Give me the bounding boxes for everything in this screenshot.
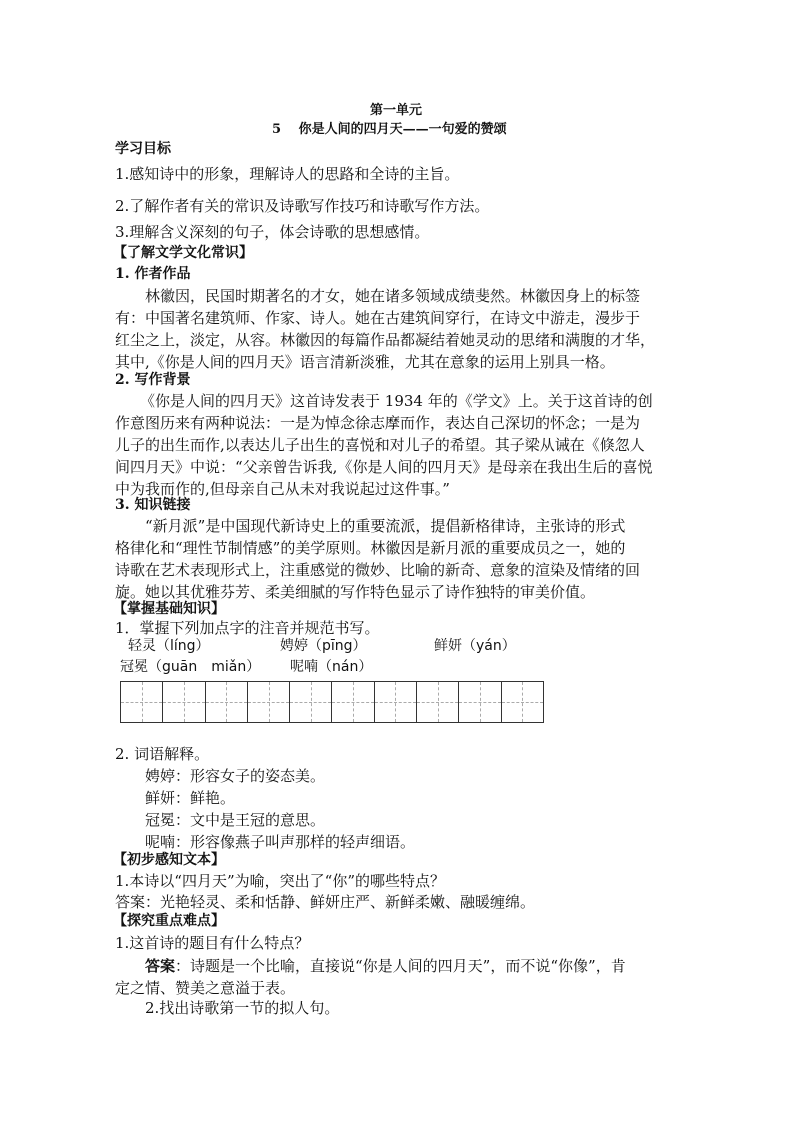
grid-cell[interactable] bbox=[290, 682, 332, 722]
definition: 呢喃：形容像燕子叫声那样的轻声细语。 bbox=[145, 833, 416, 851]
paragraph-line: 红尘之上，淡定，从容。林徽因的每篇作品都凝结着她灵动的思绪和满腹的才华， bbox=[115, 331, 656, 349]
paragraph-line: 儿子的出生而作,以表达儿子出生的喜悦和对儿子的希望。其子梁从诫在《倏忽人 bbox=[115, 436, 645, 454]
pinyin-item: 鲜妍（yán） bbox=[434, 638, 516, 654]
writing-grid[interactable] bbox=[120, 681, 544, 723]
paragraph-line: 林徽因，民国时期著名的才女，她在诸多领域成绩斐然。林徽因身上的标签 bbox=[145, 287, 641, 305]
section-title: 1. 作者作品 bbox=[115, 266, 191, 282]
grid-cell[interactable] bbox=[502, 682, 543, 722]
explore-heading: 【探究重点难点】 bbox=[113, 913, 225, 929]
answer bbox=[145, 956, 626, 976]
question: 2. 词语解释。 bbox=[115, 745, 210, 763]
grid-cell[interactable] bbox=[459, 682, 501, 722]
paragraph-line: 诗歌在艺术表现形式上，注重感觉的微妙、比喻的新奇、意象的渲染及情绪的回 bbox=[115, 561, 641, 579]
pinyin-item: 娉婷（pīng） bbox=[280, 638, 367, 654]
grid-cell[interactable] bbox=[417, 682, 459, 722]
basics-heading: 【掌握基础知识】 bbox=[113, 601, 225, 617]
paragraph-line: 间四月天》中说：“父亲曾告诉我,《你是人间的四月天》是母亲在我出生后的喜悦 bbox=[115, 458, 653, 476]
definition: 娉婷：形容女子的姿态美。 bbox=[145, 767, 326, 785]
paragraph-line: “新月派”是中国现代新诗史上的重要流派，提倡新格律诗，主张诗的形式 bbox=[145, 517, 626, 535]
objective-item: 3.理解含义深刻的句子，体会诗歌的思想感情。 bbox=[115, 223, 430, 241]
question: 1．掌握下列加点字的注音并规范书写。 bbox=[115, 619, 380, 637]
question: 1.本诗以“四月天”为喻，突出了“你”的哪些特点？ bbox=[115, 872, 445, 890]
unit-title: 第一单元 bbox=[370, 103, 423, 118]
pinyin-item: 冠冕（guān miǎn） bbox=[120, 659, 261, 675]
definition: 鲜妍：鲜艳。 bbox=[145, 789, 236, 807]
grid-cell[interactable] bbox=[332, 682, 374, 722]
pinyin-item: 轻灵（líng） bbox=[128, 638, 210, 654]
paragraph-line: 中为我而作的,但母亲自己从未对我说起过这件事。” bbox=[115, 480, 450, 498]
answer-continued: 定之情、赞美之意溢于表。 bbox=[115, 979, 296, 997]
lesson-title: 5 你是人间的四月天——一句爱的赞颂 bbox=[272, 122, 507, 137]
section-title: 3. 知识链接 bbox=[115, 497, 191, 513]
paragraph-line: 《你是人间的四月天》这首诗发表于 1934 年的《学文》上。关于这首诗的创 bbox=[140, 392, 653, 410]
grid-cell[interactable] bbox=[121, 682, 163, 722]
answer-text: ：诗题是一个比喻，直接说“你是人间的四月天”，而不说“你像”，肯 bbox=[175, 957, 626, 975]
section-title: 2. 写作背景 bbox=[115, 372, 191, 388]
answer: 答案：光艳轻灵、柔和恬静、鲜妍庄严、新鲜柔嫩、融暖缠绵。 bbox=[115, 893, 536, 911]
pinyin-item: 呢喃（nán） bbox=[290, 659, 373, 675]
paragraph-line: 旋。她以其优雅芬芳、柔美细腻的写作特色显示了诗作独特的审美价值。 bbox=[115, 583, 596, 601]
paragraph-line: 有：中国著名建筑师、作家、诗人。她在古建筑间穿行，在诗文中游走，漫步于 bbox=[115, 309, 641, 327]
definition: 冠冕：文中是王冠的意思。 bbox=[145, 811, 326, 829]
grid-cell[interactable] bbox=[163, 682, 205, 722]
question: 1.这首诗的题目有什么特点？ bbox=[115, 934, 310, 952]
paragraph-line: 其中,《你是人间的四月天》语言清新淡雅，尤其在意象的运用上别具一格。 bbox=[115, 353, 615, 371]
paragraph-line: 作意图历来有两种说法：一是为悼念徐志摩而作，表达自己深切的怀念；一是为 bbox=[115, 414, 641, 432]
question: 2.找出诗歌第一节的拟人句。 bbox=[145, 999, 340, 1017]
objective-item: 1.感知诗中的形象，理解诗人的思路和全诗的主旨。 bbox=[115, 165, 460, 183]
grid-cell[interactable] bbox=[248, 682, 290, 722]
objective-item: 2.了解作者有关的常识及诗歌写作技巧和诗歌写作方法。 bbox=[115, 197, 490, 215]
objectives-heading: 学习目标 bbox=[115, 141, 171, 157]
perceive-heading: 【初步感知文本】 bbox=[113, 852, 225, 868]
answer-label: 答案 bbox=[145, 957, 176, 975]
paragraph-line: 格律化和“理性节制情感”的美学原则。林徽因是新月派的重要成员之一，她的 bbox=[115, 539, 626, 557]
culture-heading: 【了解文学文化常识】 bbox=[113, 245, 253, 261]
grid-cell[interactable] bbox=[206, 682, 248, 722]
grid-cell[interactable] bbox=[375, 682, 417, 722]
